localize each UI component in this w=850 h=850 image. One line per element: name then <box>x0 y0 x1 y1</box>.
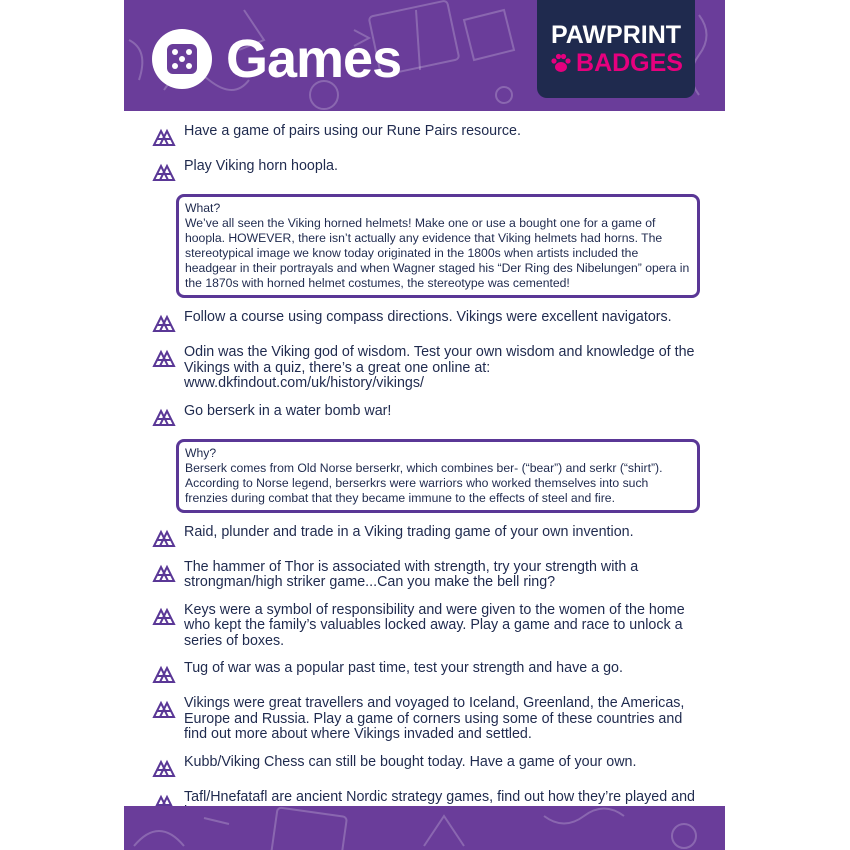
valknut-icon <box>152 313 176 333</box>
valknut-icon <box>152 407 176 427</box>
item-text: Kubb/Viking Chess can still be bought today. Have a game of your own. <box>184 753 637 770</box>
box-label: Why? <box>185 445 217 460</box>
valknut-icon <box>152 563 176 583</box>
header-banner <box>124 0 725 111</box>
item-text: Tafl/Hnefatafl are ancient Nordic strategy games, find out how they’re played and <box>184 788 696 805</box>
valknut-icon <box>152 348 176 368</box>
item-text: Follow a course using compass directions. Vikings were excellent navigators. <box>184 309 672 325</box>
valknut-icon <box>152 127 176 147</box>
valknut-icon <box>152 528 176 548</box>
footer-doodle-pattern <box>124 806 725 850</box>
list-item <box>152 525 700 548</box>
list-item <box>152 159 700 182</box>
item-text: Have a game of pairs using our Rune Pairs resource. <box>184 123 521 139</box>
item-text: Go berserk in a water bomb war! <box>184 402 392 419</box>
box-body: Berserk comes from Old Norse berserkr, which combines ber- (“bear”) and serkr (“shirt”). According to Norse legend, berserkrs were warriors who worked themselves into such frenzies during combat that they became immune to the effects of steel and fire. <box>185 460 663 505</box>
list-item <box>152 560 700 591</box>
item-text: The hammer of Thor is associated with strength, try your strength with a strongman/high striker game...Can you make the bell ring? <box>184 558 639 590</box>
activity-list <box>152 124 700 833</box>
box-label: What? <box>185 201 221 215</box>
logo-text-top: PAWPRINT <box>550 20 682 49</box>
dice-icon <box>164 41 200 77</box>
valknut-icon <box>152 606 176 626</box>
what-info-box <box>176 194 700 298</box>
box-body: We’ve all seen the Viking horned helmets! Make one or use a bought one for a game of hoopla. HOWEVER, there isn’t actually any evidence that Viking helmets had horns. The stereotypical image we know today originated in the 1800s when artists included the headgear in their portrayals and when Wagner staged his “Der Ring des Nibelungen” opera in the 1870s with horned helmet costumes, the stereotype was cemented! <box>185 216 690 290</box>
paw-icon <box>549 52 573 74</box>
item-text: Play Viking horn hoopla. <box>184 158 338 174</box>
item-text: Keys were a symbol of responsibility and were given to the women of the home who kept the family’s valuables locked away. Play a game and race to unlock a series of boxes. <box>184 601 685 649</box>
page-title: Games <box>226 29 402 89</box>
item-text: Raid, plunder and trade in a Viking trading game of your own invention. <box>184 523 634 540</box>
pawprint-badges-logo <box>537 0 695 98</box>
list-item <box>152 603 700 650</box>
logo-text-bottom: BADGES <box>576 48 683 77</box>
item-text: Odin was the Viking god of wisdom. Test your own wisdom and knowledge of the Vikings with a quiz, there’s a great one online at: www.dkfindout.com/uk/history/vikings/ <box>184 344 695 391</box>
footer-banner <box>124 806 725 850</box>
list-item <box>152 124 700 147</box>
valknut-icon <box>152 758 176 778</box>
logo-row-bottom <box>549 48 683 77</box>
document-page <box>124 0 725 850</box>
valknut-icon <box>152 699 176 719</box>
list-item <box>152 755 700 778</box>
list-item <box>152 404 700 427</box>
list-item <box>152 661 700 684</box>
item-text: Tug of war was a popular past time, test your strength and have a go. <box>184 660 623 676</box>
valknut-icon <box>152 664 176 684</box>
dice-icon-badge <box>152 29 212 89</box>
list-item <box>152 345 700 392</box>
valknut-icon <box>152 162 176 182</box>
list-item <box>152 696 700 743</box>
item-text: Vikings were great travellers and voyaged to Iceland, Greenland, the Americas, Europe and Russia. Play a game of corners using some of these countries and find out more about where Vikings invaded and settled. <box>184 695 685 742</box>
why-info-box <box>176 439 700 513</box>
list-item <box>152 310 700 333</box>
title-group <box>152 24 401 94</box>
